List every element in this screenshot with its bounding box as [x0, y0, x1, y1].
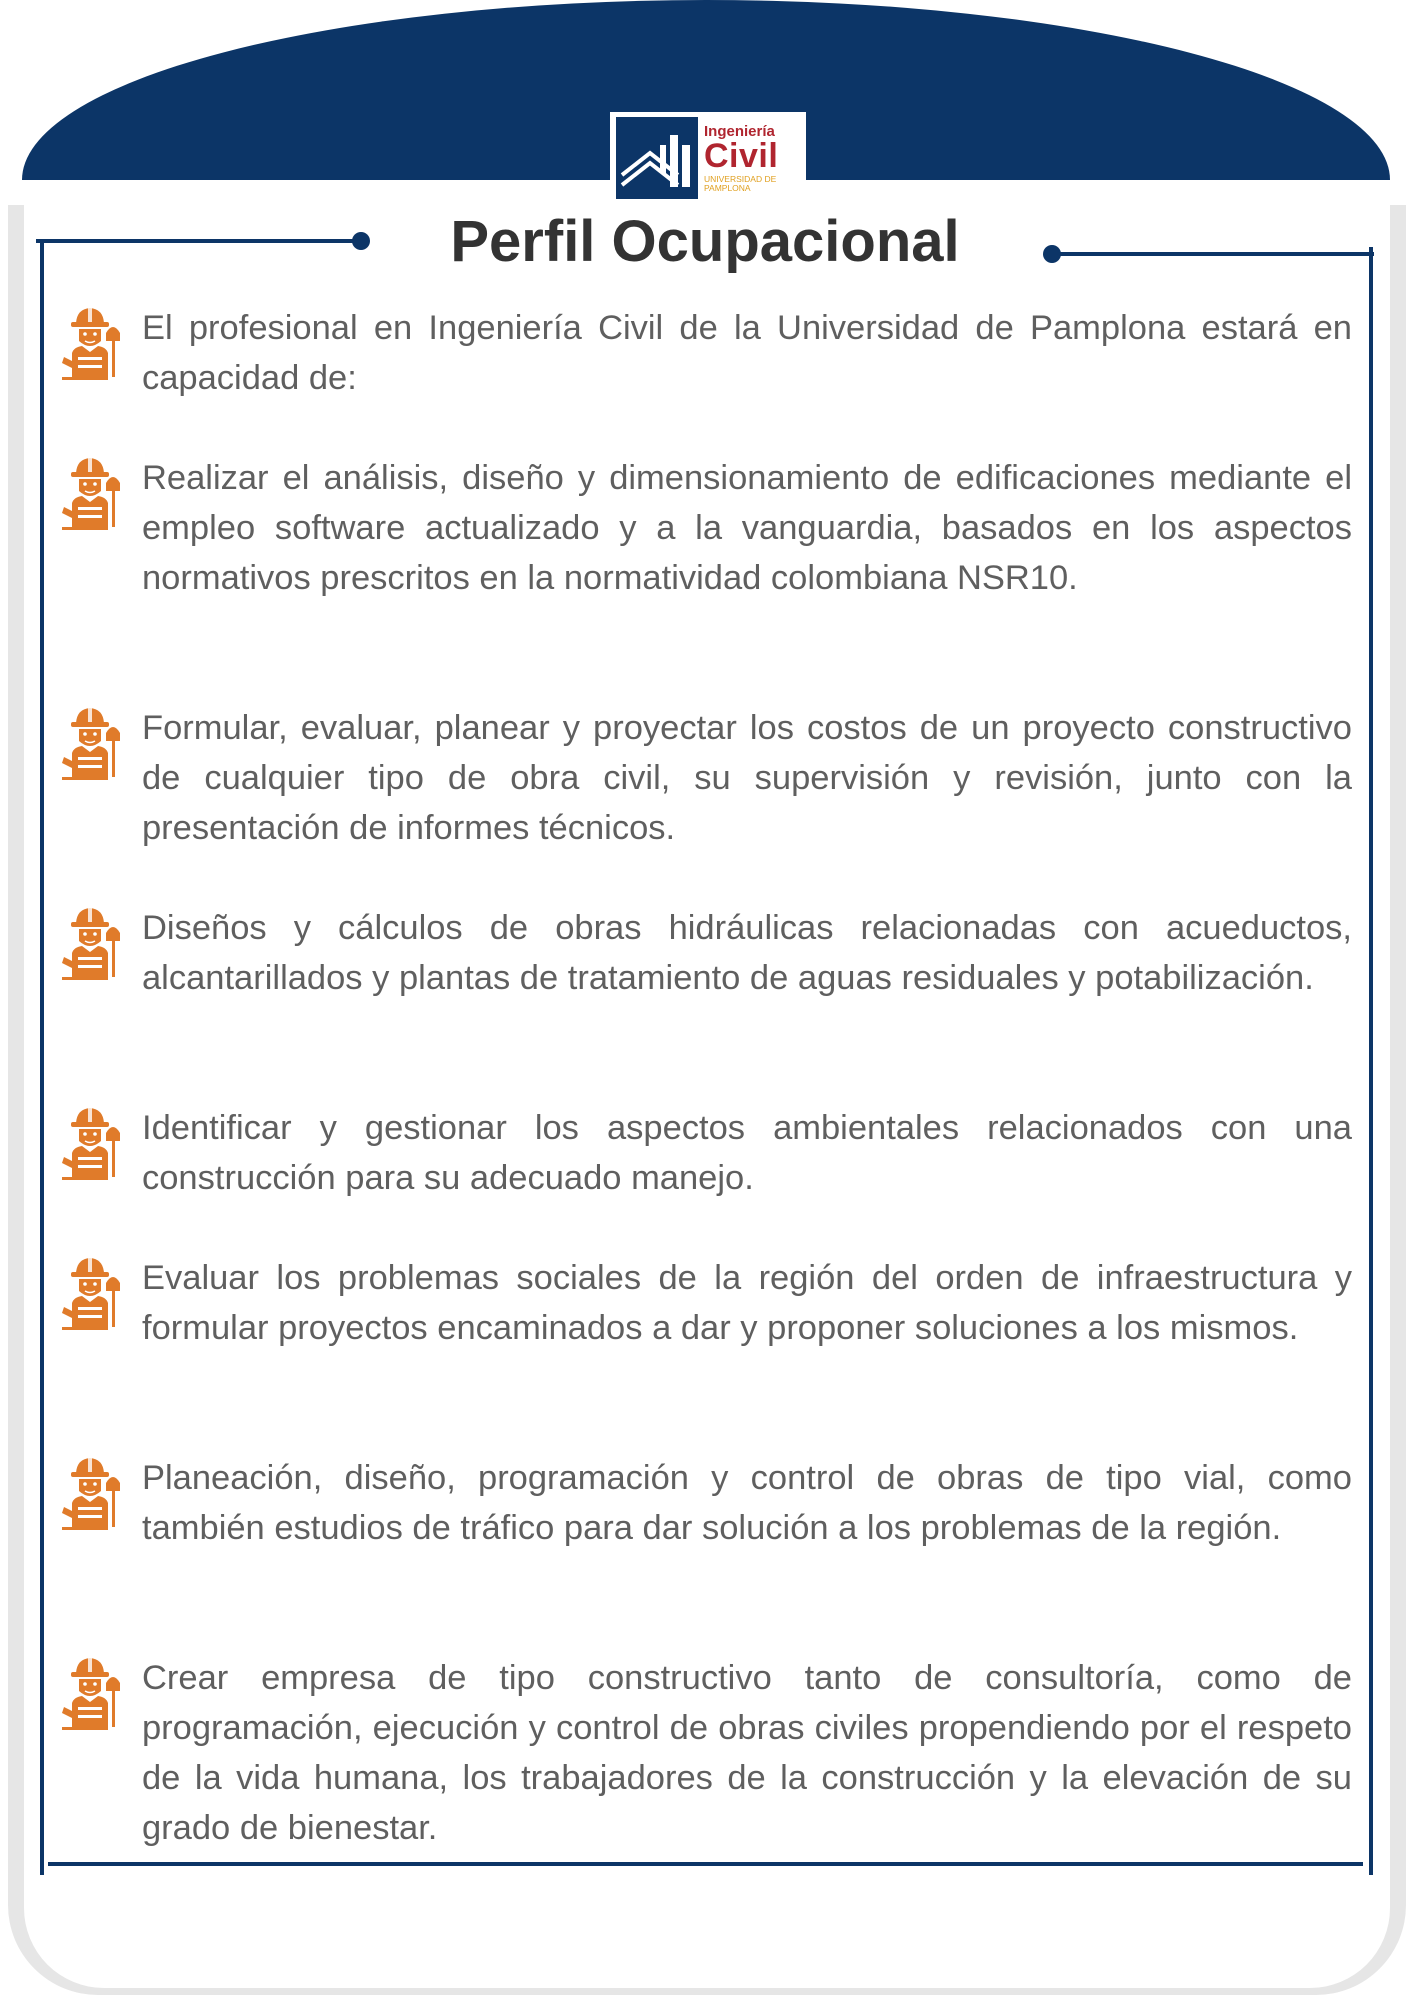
title-rule-right — [1050, 252, 1374, 256]
title-dot-left — [352, 232, 370, 250]
frame-right — [1369, 247, 1373, 1875]
construction-worker-icon — [60, 453, 126, 533]
construction-worker-icon — [60, 1103, 126, 1183]
construction-worker-icon — [60, 1253, 126, 1333]
frame-bottom — [48, 1862, 1363, 1866]
frame-left — [40, 240, 44, 1875]
item-text: Crear empresa de tipo constructivo tanto de consultoría, como de programación, ejecución y control de obras civiles propendiendo por el respeto de la vida humana, los trabajadores de la construcción y la elevación de su grado de bienestar. — [142, 1659, 1352, 1847]
building-logo-icon — [616, 117, 698, 199]
list-item — [60, 1453, 1360, 1553]
title-rule-left — [36, 239, 356, 243]
construction-worker-icon — [60, 903, 126, 983]
list-item — [60, 703, 1360, 853]
construction-worker-icon — [60, 1453, 126, 1533]
item-text: Identificar y gestionar los aspectos ambientales relacionados con una construcción para su adecuado manejo. — [142, 1109, 1352, 1197]
logo — [610, 112, 806, 204]
item-text: Formular, evaluar, planear y proyectar los costos de un proyecto constructivo de cualquier tipo de obra civil, su supervisión y revisión, junto con la presentación de informes técnicos. — [142, 709, 1352, 847]
page-title: Perfil Ocupacional — [450, 209, 960, 274]
item-text: El profesional en Ingeniería Civil de la Universidad de Pamplona estará en capacidad de: — [142, 309, 1352, 397]
list-item — [60, 1103, 1360, 1203]
item-text: Realizar el análisis, diseño y dimensionamiento de edificaciones mediante el empleo software actualizado y a la vanguardia, basados en los aspectos normativos prescritos en la normatividad colombiana NSR10. — [142, 459, 1352, 597]
list-item — [60, 903, 1360, 1003]
construction-worker-icon — [60, 703, 126, 783]
list-item — [60, 1653, 1360, 1853]
list-item — [60, 1253, 1360, 1353]
logo-line-3: UNIVERSIDAD DE PAMPLONA — [704, 174, 777, 193]
logo-line-1: Ingeniería — [704, 123, 775, 140]
logo-line-2: Civil — [704, 137, 779, 175]
construction-worker-icon — [60, 303, 126, 383]
list-item — [60, 303, 1360, 403]
construction-worker-icon — [60, 1653, 126, 1733]
item-text: Diseños y cálculos de obras hidráulicas relacionadas con acueductos, alcantarillados y plantas de tratamiento de aguas residuales y potabilización. — [142, 909, 1352, 997]
item-text: Planeación, diseño, programación y control de obras de tipo vial, como también estudios de tráfico para dar solución a los problemas de la región. — [142, 1459, 1352, 1547]
item-text: Evaluar los problemas sociales de la región del orden de infraestructura y formular proyectos encaminados a dar y proponer soluciones a los mismos. — [142, 1259, 1352, 1347]
list-item — [60, 453, 1360, 603]
